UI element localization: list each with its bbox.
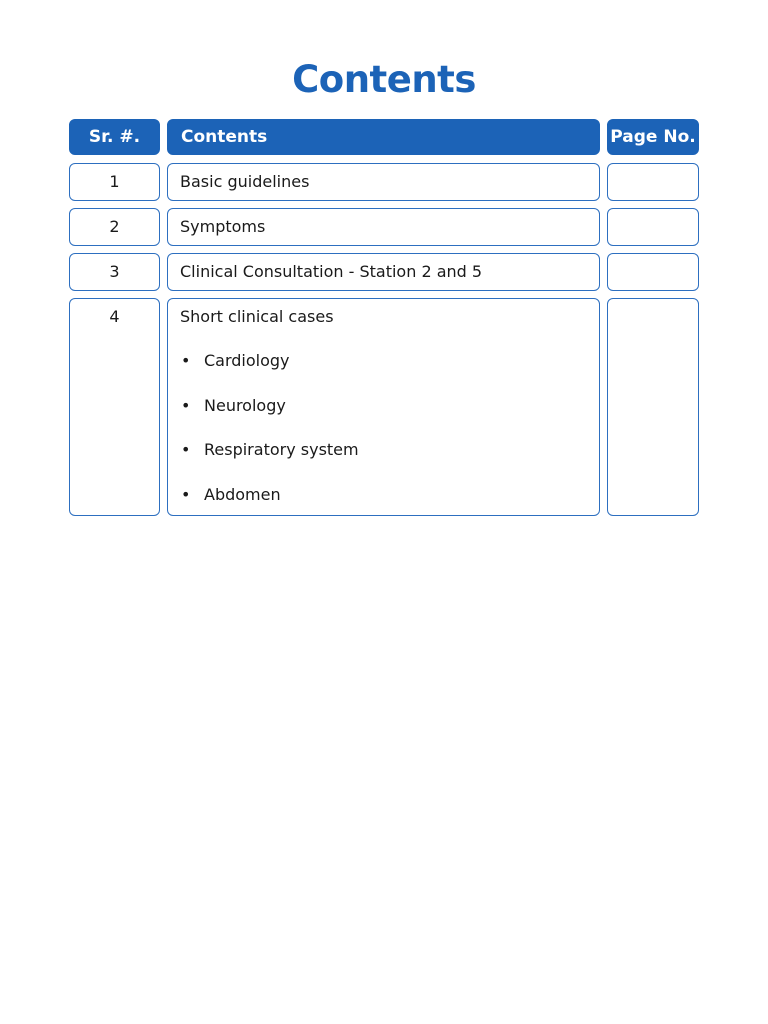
row-4-contents: Short clinical cases bbox=[180, 307, 334, 326]
bullet-icon: • bbox=[181, 485, 191, 505]
row-4-page-cell bbox=[607, 298, 699, 516]
page-title: Contents bbox=[292, 58, 476, 101]
bullet-icon: • bbox=[181, 440, 191, 460]
subitem-label: Respiratory system bbox=[204, 440, 359, 460]
row-4-sr-cell bbox=[69, 298, 160, 516]
row-3-sr: 3 bbox=[109, 262, 120, 281]
subitem-label: Cardiology bbox=[204, 351, 290, 370]
row-3-sr-cell bbox=[69, 253, 160, 291]
row-1-sr-cell bbox=[69, 163, 160, 201]
row-1-contents: Basic guidelines bbox=[180, 172, 310, 191]
subitem-label: Abdomen bbox=[204, 485, 281, 505]
row-2-contents-cell bbox=[167, 208, 600, 246]
row-1-sr: 1 bbox=[109, 172, 120, 191]
subitem-list bbox=[180, 351, 359, 530]
list-item bbox=[180, 351, 359, 396]
subitem-label: Neurology bbox=[204, 395, 286, 415]
row-2-page-cell bbox=[607, 208, 699, 246]
row-2-sr: 2 bbox=[109, 217, 120, 236]
row-3-contents-cell bbox=[167, 253, 600, 291]
list-item bbox=[180, 396, 359, 441]
list-item bbox=[180, 440, 359, 485]
list-item bbox=[180, 485, 359, 530]
header-contents: Contents bbox=[167, 119, 600, 155]
row-4-contents-cell bbox=[167, 298, 600, 516]
row-1-page-cell bbox=[607, 163, 699, 201]
row-3-page-cell bbox=[607, 253, 699, 291]
row-2-contents: Symptoms bbox=[180, 217, 266, 236]
row-3-contents: Clinical Consultation - Station 2 and 5 bbox=[180, 262, 483, 281]
bullet-icon: • bbox=[181, 395, 191, 415]
header-page-no: Page No. bbox=[607, 119, 699, 155]
row-4-sr: 4 bbox=[109, 307, 120, 326]
row-1-contents-cell bbox=[167, 163, 600, 201]
row-2-sr-cell bbox=[69, 208, 160, 246]
bullet-icon: • bbox=[181, 351, 191, 370]
header-sr: Sr. #. bbox=[69, 119, 160, 155]
